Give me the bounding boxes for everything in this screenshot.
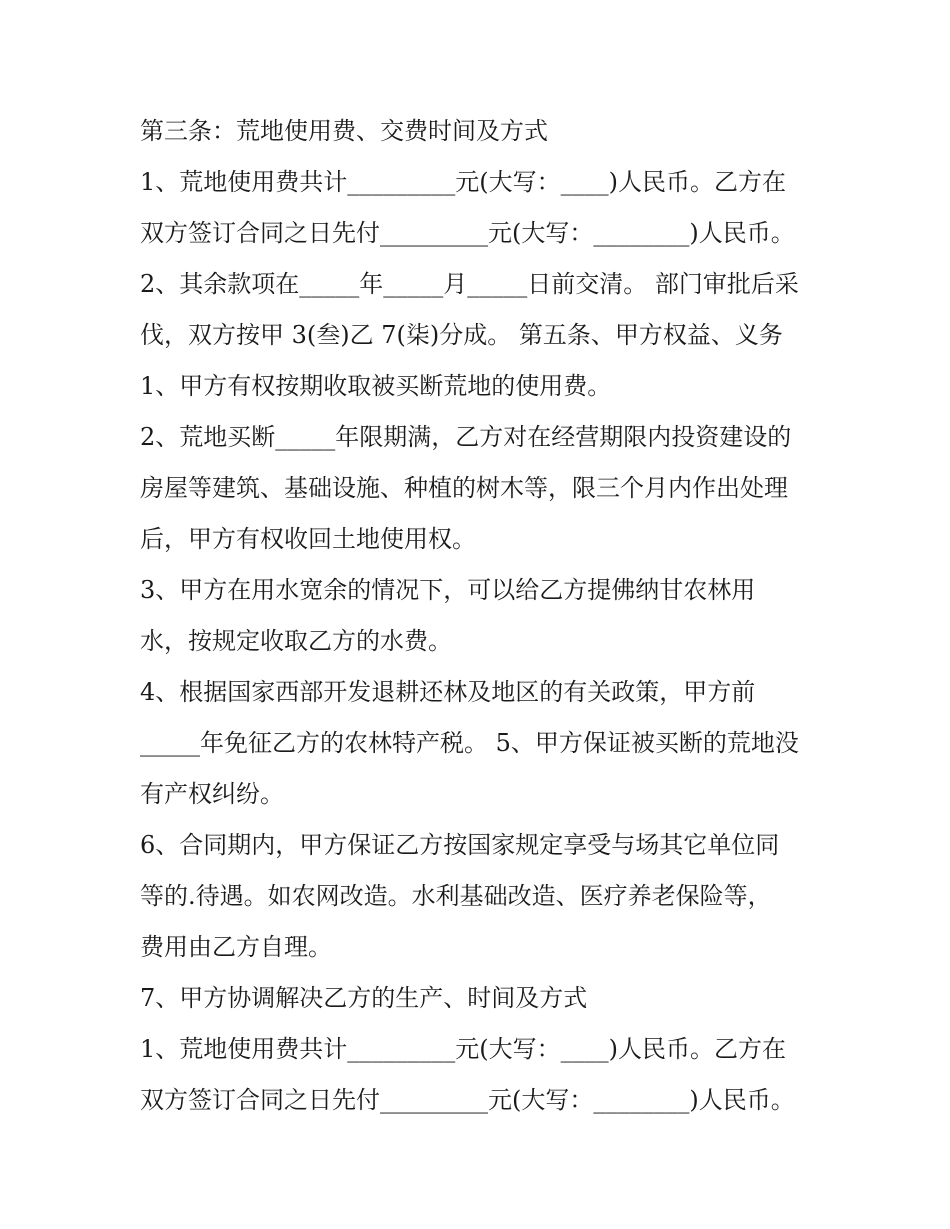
text-line: 7、甲方协调解决乙方的生产、时间及方式	[140, 984, 588, 1012]
text-line: 3、甲方在用水宽余的情况下，可以给乙方提佛纳甘农林用	[140, 576, 756, 604]
text-line: 后，甲方有权收回土地使用权。	[140, 525, 476, 553]
text-line: 等的.待遇。如农网改造。水利基础改造、医疗养老保险等，	[140, 882, 772, 910]
text-line: 1、荒地使用费共计_________元(大写：____)人民币。乙方在	[140, 1035, 786, 1063]
text-line: 1、甲方有权按期收取被买断荒地的使用费。	[140, 372, 612, 400]
text-line: 双方签订合同之日先付_________元(大写：________)人民币。	[140, 219, 795, 247]
text-line: 第三条：荒地使用费、交费时间及方式	[140, 117, 548, 145]
text-line: 1、荒地使用费共计_________元(大写：____)人民币。乙方在	[140, 168, 786, 196]
text-line: 2、荒地买断_____年限期满，乙方对在经营期限内投资建设的	[140, 423, 792, 451]
text-line: 伐，双方按甲 3(叁)乙 7(柒)分成。 第五条、甲方权益、义务	[140, 321, 783, 349]
text-line: 4、根据国家西部开发退耕还林及地区的有关政策，甲方前	[140, 678, 756, 706]
text-line: _____年免征乙方的农林特产税。 5、甲方保证被买断的荒地没	[140, 729, 799, 757]
text-line: 2、其余款项在_____年_____月_____日前交清。 部门审批后采	[140, 270, 799, 298]
text-line: 双方签订合同之日先付_________元(大写：________)人民币。	[140, 1086, 795, 1114]
text-line: 有产权纠纷。	[140, 780, 284, 808]
document-body	[140, 110, 830, 1130]
text-line: 6、合同期内，甲方保证乙方按国家规定享受与场其它单位同	[140, 831, 780, 859]
text-line: 费用由乙方自理。	[140, 933, 332, 961]
text-line: 水，按规定收取乙方的水费。	[140, 627, 452, 655]
text-line: 房屋等建筑、基础设施、种植的树木等，限三个月内作出处理	[140, 474, 788, 502]
